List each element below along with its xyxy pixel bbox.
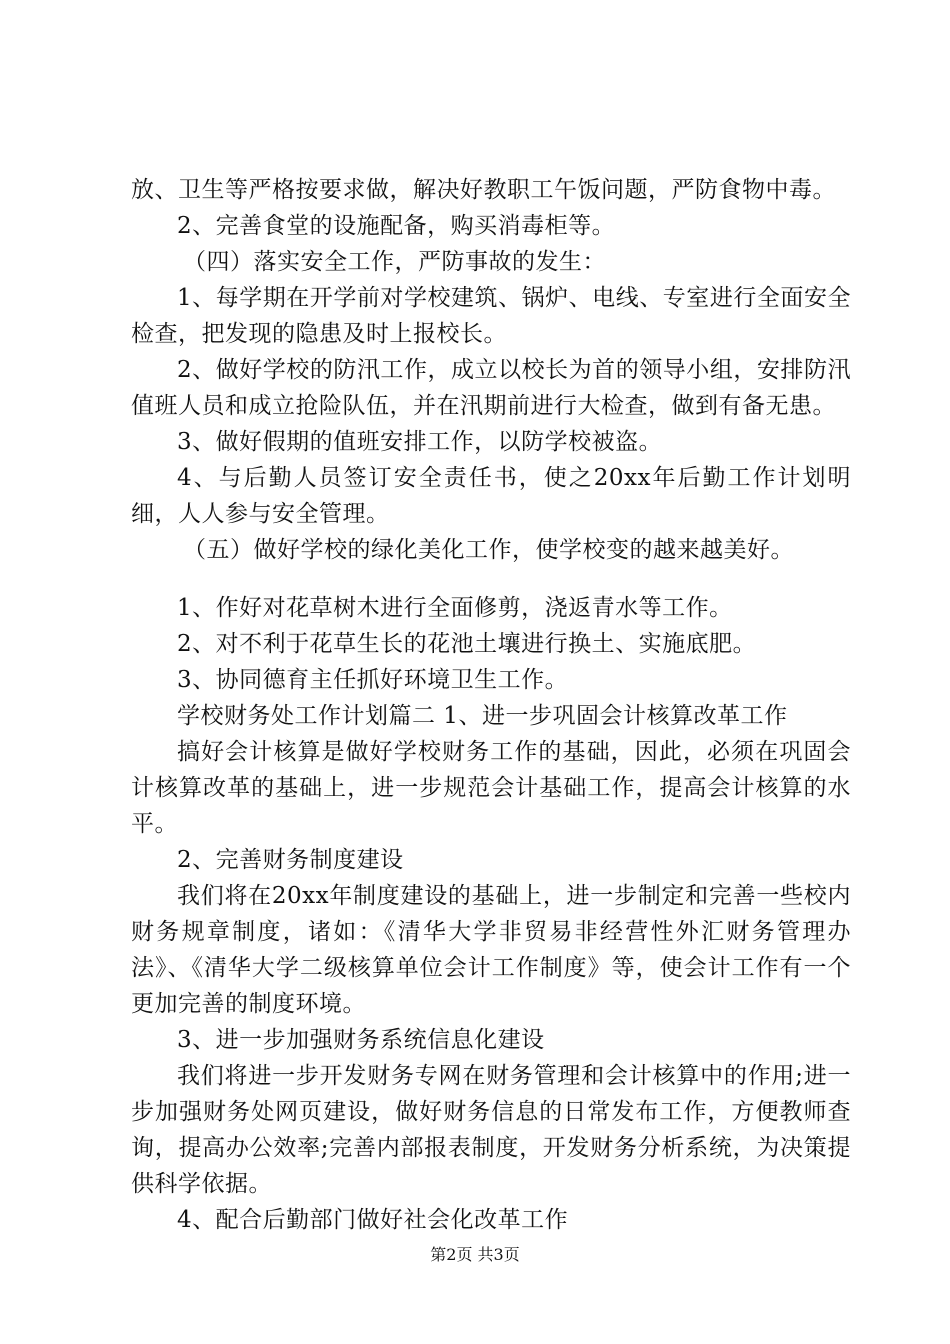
paragraph-17: 我们将进一步开发财务专网在财务管理和会计核算中的作用;进一步加强财务处网页建设，做好财务信息的日常发布工作，方便教师查询，提高办公效率;完善内部报表制度，开发财务分析系统，为决策提供科学依据。 (131, 1063, 851, 1197)
paragraph-16: 3、进一步加强财务系统信息化建设 (177, 1027, 545, 1053)
paragraph-4: 1、每学期在开学前对学校建筑、锅炉、电线、专室进行全面安全检查，把发现的隐患及时上报校长。 (131, 285, 851, 347)
paragraph-15: 我们将在20xx年制度建设的基础上，进一步制定和完善一些校内财务规章制度，诸如：《清华大学非贸易非经营性外汇财务管理办法》、《清华大学二级核算单位会计工作制度》等，使会计工作有一个更加完善的制度环境。 (131, 883, 851, 1017)
page-footer: 第2页 共3页 (430, 1245, 520, 1264)
paragraph-18: 4、配合后勤部门做好社会化改革工作 (177, 1207, 569, 1233)
paragraph-8: （五）做好学校的绿化美化工作，使学校变的越来越美好。 (183, 537, 794, 563)
section-heading-finance: 学校财务处工作计划篇二 1、进一步巩固会计核算改革工作 (177, 703, 788, 729)
paragraph-3: （四）落实安全工作，严防事故的发生： (183, 249, 606, 275)
paragraph-14: 2、完善财务制度建设 (177, 847, 404, 873)
document-body (131, 172, 851, 1238)
paragraph-gap (131, 568, 851, 590)
paragraph-10: 2、对不利于花草生长的花池土壤进行换土、实施底肥。 (177, 631, 757, 657)
paragraph-2: 2、完善食堂的设施配备，购买消毒柜等。 (177, 213, 616, 239)
paragraph-5: 2、做好学校的防汛工作，成立以校长为首的领导小组，安排防汛值班人员和成立抢险队伍，并在汛期前进行大检查，做到有备无患。 (131, 357, 851, 419)
paragraph-11: 3、协同德育主任抓好环境卫生工作。 (177, 667, 569, 693)
paragraph-6: 3、做好假期的值班安排工作，以防学校被盗。 (177, 429, 663, 455)
paragraph-9: 1、作好对花草树木进行全面修剪，浇返青水等工作。 (177, 595, 733, 621)
paragraph-13: 搞好会计核算是做好学校财务工作的基础，因此，必须在巩固会计核算改革的基础上，进一步规范会计基础工作，提高会计核算的水平。 (131, 739, 851, 837)
paragraph-1: 放、卫生等严格按要求做，解决好教职工午饭问题，严防食物中毒。 (131, 177, 836, 203)
paragraph-7: 4、与后勤人员签订安全责任书，使之20xx年后勤工作计划明细，人人参与安全管理。 (131, 465, 851, 527)
